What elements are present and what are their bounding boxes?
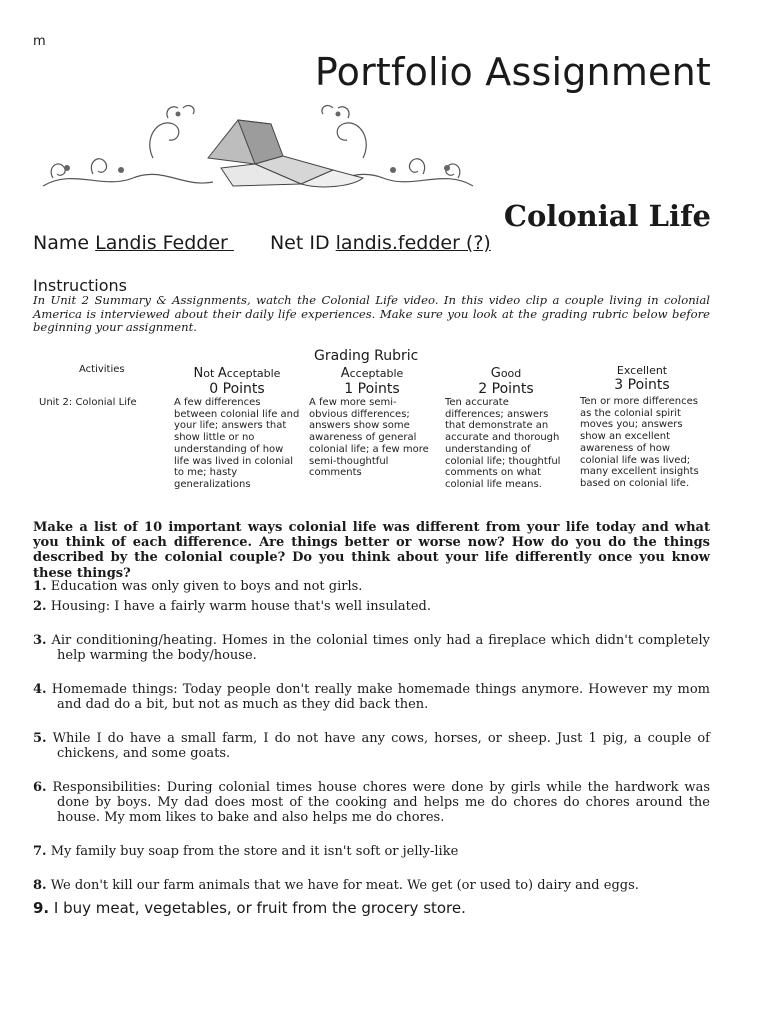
- rubric-desc: Ten accurate differences; answers that demonstrate an accurate and thorough understanding of colonial life; thoughtful comments on what colonial life means.: [445, 397, 561, 490]
- page-title: Portfolio Assignment: [314, 50, 711, 94]
- assignment-prompt: Make a list of 10 important ways colonial life was different from your life today and what you think of each difference. Are things better or worse now? How do you do the things described by the colonial couple? Do you think about your life differently once you know these things?: [33, 520, 710, 581]
- rubric-desc: A few differences between colonial life and your life; answers that show little or no understanding of how life was lived in colonial to me; hasty generalizations: [174, 397, 300, 490]
- rubric-col-acceptable: [309, 366, 435, 479]
- rubric-points: 3 Points: [614, 377, 670, 393]
- instructions-body: In Unit 2 Summary & Assignments, watch the Colonial Life video. In this video clip a couple living in colonial America is interviewed about their daily life experiences. Make sure you look at the grading rubric below before beginning your assignment.: [33, 293, 710, 335]
- instructions-heading: Instructions: [33, 276, 127, 295]
- rubric-points: 2 Points: [478, 381, 534, 397]
- answer-item: 7. My family buy soap from the store and it isn't soft or jelly-like: [33, 844, 459, 859]
- answer-item: 8. We don't kill our farm animals that we have for meat. We get (or used to) dairy and eggs.: [33, 878, 639, 893]
- name-label: Name: [33, 232, 90, 254]
- netid-value: landis.fedder (?): [335, 232, 491, 254]
- activity-name: Unit 2: Colonial Life: [39, 397, 137, 408]
- rubric-desc: Ten or more differences as the colonial spirit moves you; answers show an excellent awareness of how colonial life was lived; many excellent insights based on colonial life.: [580, 396, 699, 489]
- answer-item: 4. Homemade things: Today people don't really make homemade things anymore. However my mom and dad do a bit, but not as much as they did back then.: [33, 682, 710, 712]
- rubric-title: Grading Rubric: [314, 348, 419, 364]
- name-value: Landis Fedder: [95, 232, 234, 254]
- rubric-level-header: Acceptable 1 Points: [309, 366, 435, 397]
- rubric-level-header: Not Acceptable 0 Points: [174, 366, 300, 397]
- rubric-level-header: Good 2 Points: [445, 366, 567, 397]
- answer-item: 2. Housing: I have a fairly warm house that's well insulated.: [33, 599, 431, 614]
- rubric-level-header: Excellent 3 Points: [580, 364, 704, 393]
- answer-item: 5. While I do have a small farm, I do not have any cows, horses, or sheep. Just 1 pig, a couple of chickens, and some goats.: [33, 731, 710, 761]
- answer-item: 6. Responsibilities: During colonial times house chores were done by girls while the hardwork was done by boys. My dad does most of the cooking and helps me do chores do chores around the house. My mom likes to bake and also helps me do chores.: [33, 780, 710, 825]
- name-row: [33, 232, 491, 254]
- rubric-col-not-acceptable: [174, 366, 300, 491]
- answer-item: 9. I buy meat, vegetables, or fruit from the grocery store.: [33, 899, 466, 917]
- rubric-col-good: [445, 366, 567, 491]
- rubric-points: 0 Points: [209, 381, 265, 397]
- corner-mark: m: [33, 34, 46, 49]
- answer-item: 1. Education was only given to boys and not girls.: [33, 579, 363, 594]
- ornament-image: [33, 98, 481, 198]
- rubric-col-activities: [39, 364, 163, 409]
- rubric-desc: A few more semi-obvious differences; answers show some awareness of general colonial life; a few more semi-thoughtful comments: [309, 397, 429, 479]
- rubric-points: 1 Points: [344, 381, 400, 397]
- rubric-col-excellent: [580, 364, 704, 490]
- activities-header: Activities: [79, 364, 125, 375]
- netid-label: Net ID: [269, 232, 330, 254]
- answer-item: 3. Air conditioning/heating. Homes in the colonial times only had a fireplace which didn't completely help warming the body/house.: [33, 633, 710, 663]
- page-subtitle: Colonial Life: [503, 199, 711, 233]
